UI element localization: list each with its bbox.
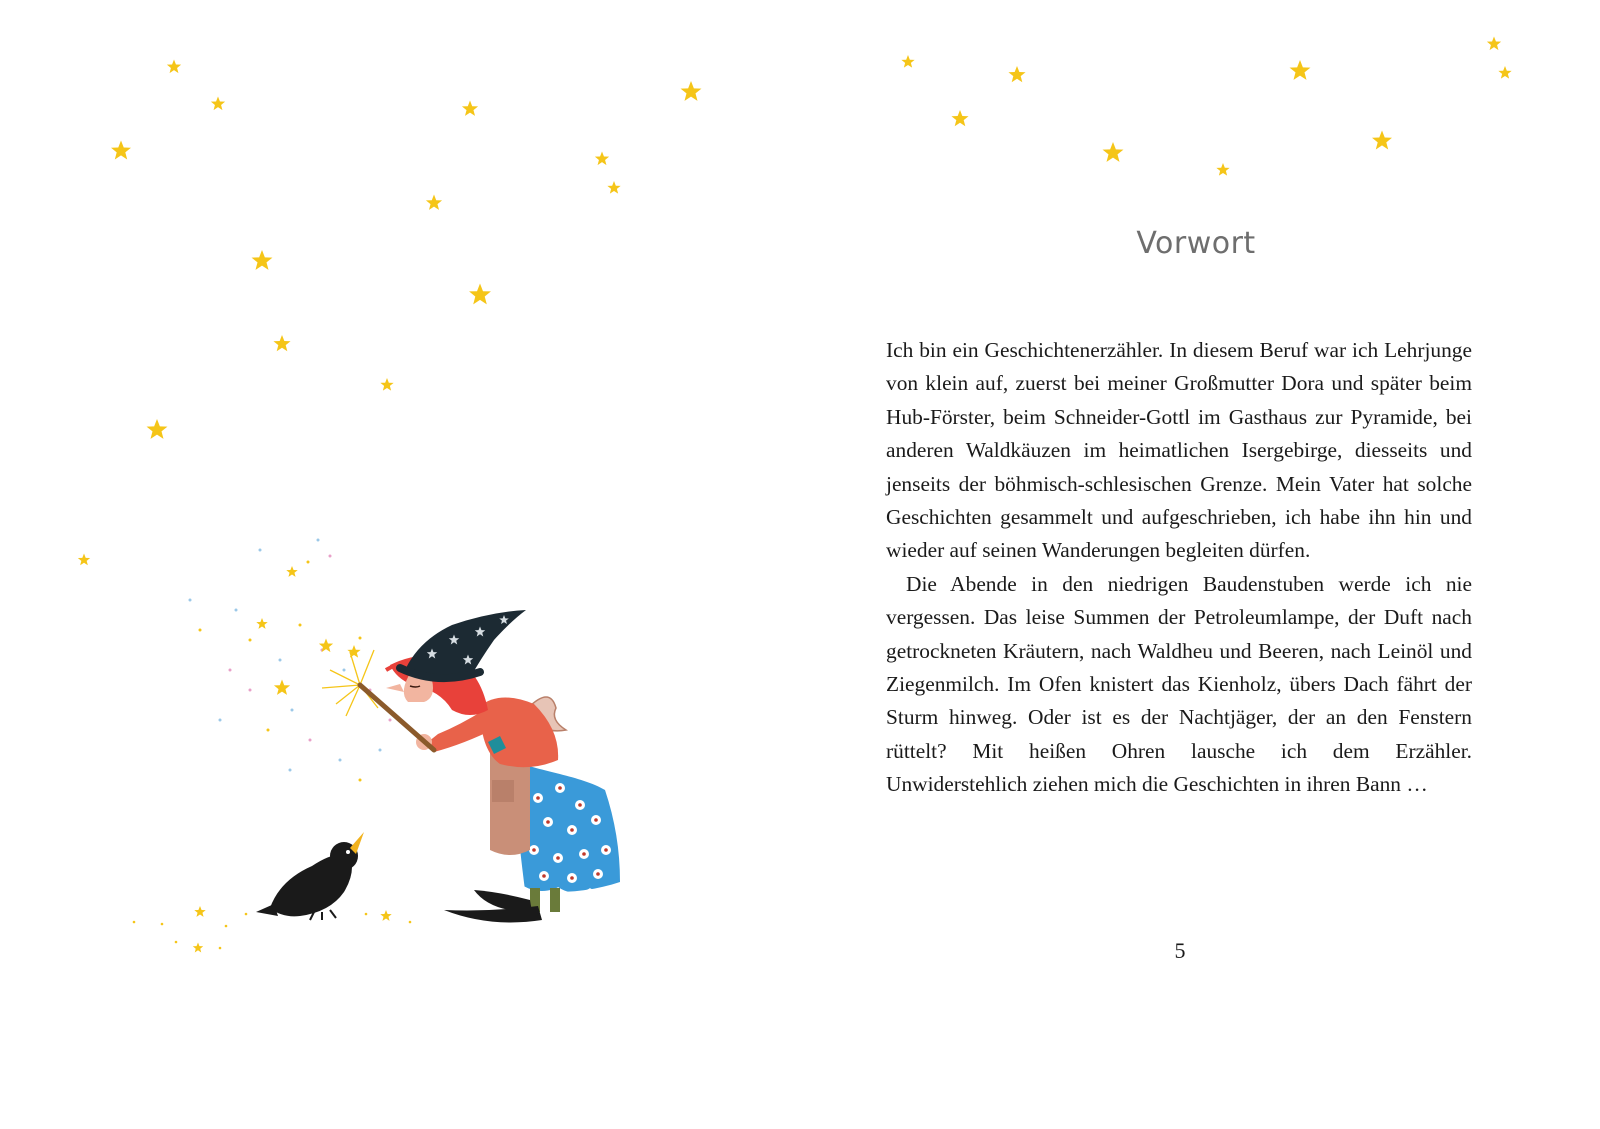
star-icon <box>380 378 393 391</box>
paragraph: Ich bin ein Geschichtenerzähler. In diesem Beruf war ich Lehrjunge von klein auf, zuerst bei meiner Großmutter Dora und später beim Hub-Förster, beim Schneider-Gottl im Gasthaus zur Pyramide, bei anderen Waldkäuzen im heimatlichen Isergebirge, diesseits und jenseits der böhmisch-schlesischen Grenze. Mein Vater hat solche Geschichten gesammelt und aufgeschrieben, ich habe ihn hin und wieder auf seinen Wanderungen begleiten dürfen. <box>886 338 1472 563</box>
star-icon <box>211 97 225 111</box>
star-icon <box>607 181 620 194</box>
star-icon <box>147 419 168 439</box>
star-icon <box>595 152 609 166</box>
wand-burst <box>322 650 378 716</box>
witch <box>360 610 622 922</box>
star-icon <box>167 60 181 74</box>
body-text <box>886 334 1472 802</box>
star-icon <box>469 284 491 305</box>
star-icon <box>462 101 478 116</box>
star-icon <box>681 81 702 101</box>
chapter-title: Vorwort <box>1136 226 1256 261</box>
page-number: 5 <box>1174 938 1186 963</box>
star-icon <box>111 141 131 160</box>
witch-illustration <box>60 520 660 980</box>
star-icon <box>252 250 273 270</box>
star-icon <box>273 335 290 351</box>
paragraph: Die Abende in den niedrigen Baudenstuben werde ich nie vergessen. Das leise Summen der Petroleumlampe, der Duft nach getrockneten Kräutern, nach Waldheu und Beeren, nach Leinöl und Ziegenmilch. Im Ofen knistert das Kienholz, übers Dach fährt der Sturm hinweg. Oder ist es der Nachtjäger, der an den Fenstern rüttelt? Mit heißen Ohren lausche ich dem Erzähler. Unwiderstehlich ziehen mich die Geschichten in ihren Bann … <box>886 571 1472 797</box>
raven <box>256 832 364 920</box>
star-icon <box>426 195 442 210</box>
